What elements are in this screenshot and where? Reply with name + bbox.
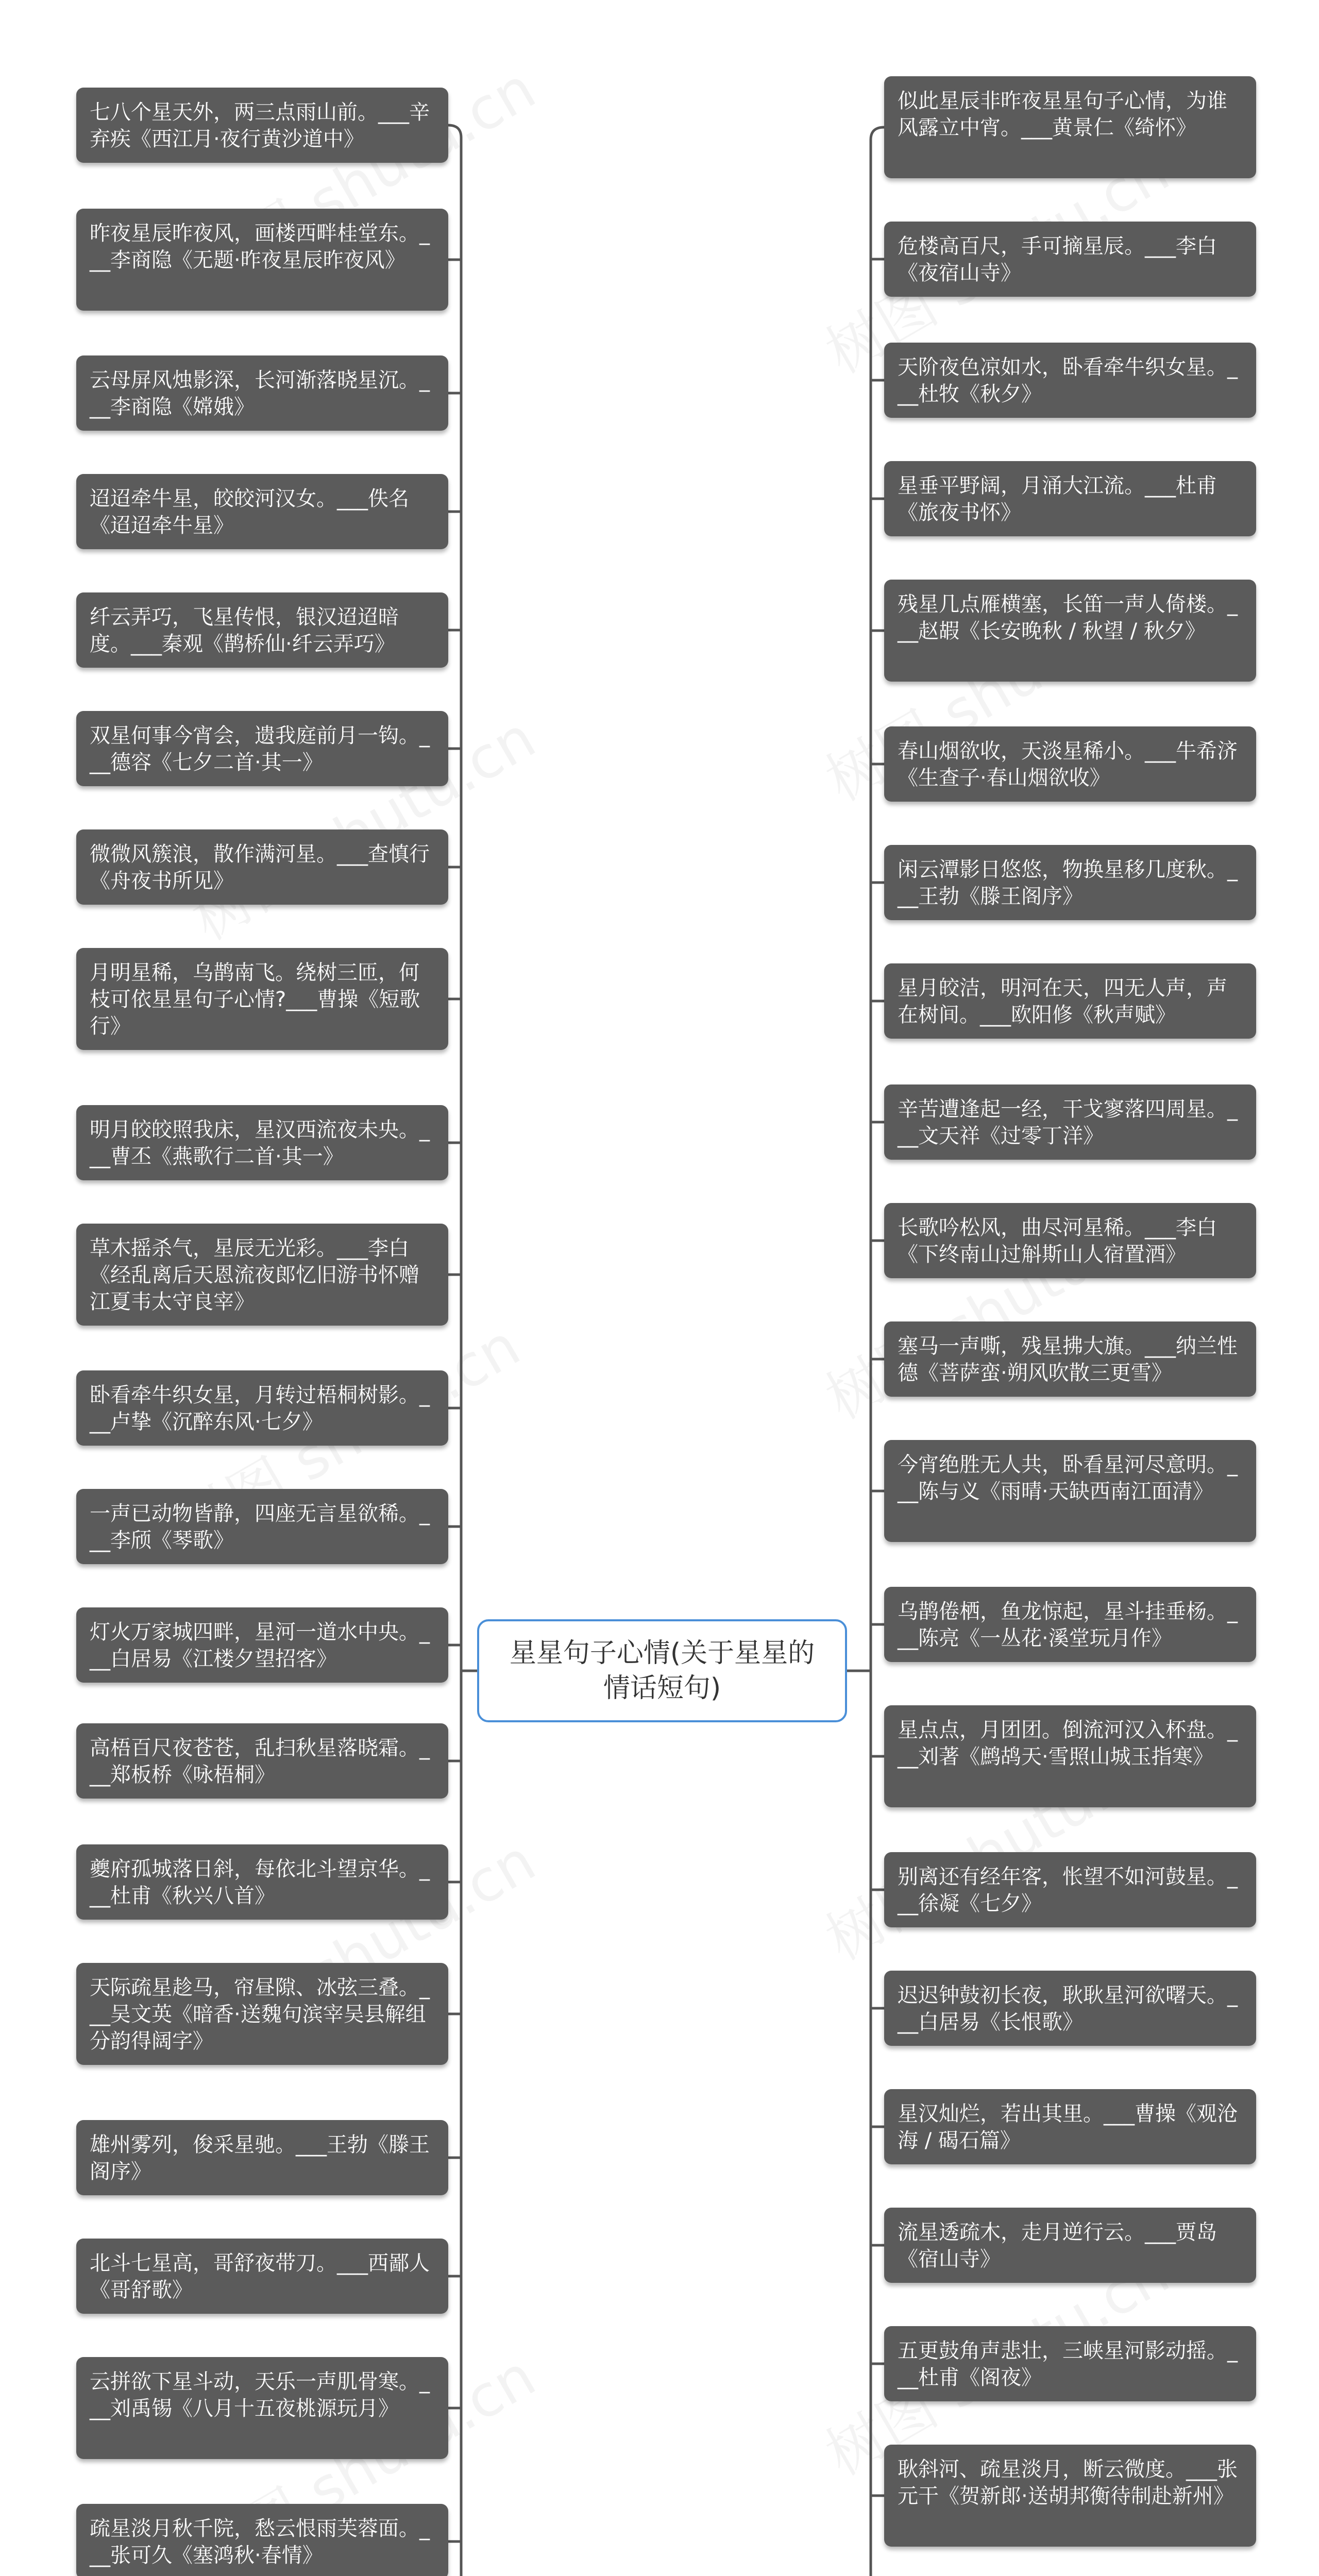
right-branch-item[interactable]: 星点点，月团团。倒流河汉入杯盘。___刘著《鹧鸪天·雪照山城玉指寒》	[884, 1705, 1256, 1807]
right-branch-item[interactable]: 星垂平野阔，月涌大江流。___杜甫《旅夜书怀》	[884, 461, 1256, 536]
left-branch-item[interactable]: 七八个星天外，两三点雨山前。___辛弃疾《西江月·夜行黄沙道中》	[76, 88, 448, 163]
left-branch-item[interactable]: 卧看牵牛织女星，月转过梧桐树影。___卢挚《沉醉东风·七夕》	[76, 1370, 448, 1446]
left-branch-item[interactable]: 月明星稀，乌鹊南飞。绕树三匝，何枝可依星星句子心情?___曹操《短歌行》	[76, 948, 448, 1050]
left-branch-item[interactable]: 双星何事今宵会，遗我庭前月一钩。___德容《七夕二首·其一》	[76, 711, 448, 786]
left-branch-item[interactable]: 夔府孤城落日斜，每依北斗望京华。___杜甫《秋兴八首》	[76, 1844, 448, 1920]
left-branch-item[interactable]: 疏星淡月秋千院，愁云恨雨芙蓉面。___张可久《塞鸿秋·春情》	[76, 2504, 448, 2576]
right-branch-item[interactable]: 似此星辰非昨夜星星句子心情，为谁风露立中宵。___黄景仁《绮怀》	[884, 76, 1256, 178]
left-branch-item[interactable]: 云母屏风烛影深，长河渐落晓星沉。___李商隐《嫦娥》	[76, 355, 448, 431]
left-branch-item[interactable]: 灯火万家城四畔，星河一道水中央。___白居易《江楼夕望招客》	[76, 1607, 448, 1683]
right-branch-item[interactable]: 流星透疏木，走月逆行云。___贾岛《宿山寺》	[884, 2208, 1256, 2283]
right-branch-item[interactable]: 天阶夜色凉如水，卧看牵牛织女星。___杜牧《秋夕》	[884, 343, 1256, 418]
right-branch-item[interactable]: 残星几点雁横塞，长笛一声人倚楼。___赵嘏《长安晚秋 / 秋望 / 秋夕》	[884, 580, 1256, 682]
left-branch-item[interactable]: 草木摇杀气，星辰无光彩。___李白《经乱离后天恩流夜郎忆旧游书怀赠江夏韦太守良宰》	[76, 1224, 448, 1326]
left-branch-item[interactable]: 一声已动物皆静，四座无言星欲稀。___李颀《琴歌》	[76, 1489, 448, 1564]
right-branch-item[interactable]: 五更鼓角声悲壮，三峡星河影动摇。___杜甫《阁夜》	[884, 2326, 1256, 2401]
center-topic[interactable]	[477, 1619, 847, 1722]
right-branch-item[interactable]: 乌鹊倦栖，鱼龙惊起，星斗挂垂杨。___陈亮《一丛花·溪堂玩月作》	[884, 1587, 1256, 1662]
left-branch-item[interactable]: 微微风簇浪，散作满河星。___查慎行《舟夜书所见》	[76, 829, 448, 905]
right-branch-item[interactable]: 星月皎洁，明河在天，四无人声，声在树间。___欧阳修《秋声赋》	[884, 963, 1256, 1039]
right-branch-item[interactable]: 闲云潭影日悠悠，物换星移几度秋。___王勃《滕王阁序》	[884, 845, 1256, 920]
right-branch-item[interactable]: 辛苦遭逢起一经，干戈寥落四周星。___文天祥《过零丁洋》	[884, 1084, 1256, 1160]
left-branch-item[interactable]: 纤云弄巧，飞星传恨，银汉迢迢暗度。___秦观《鹊桥仙·纤云弄巧》	[76, 592, 448, 668]
left-branch-item[interactable]: 雄州雾列，俊采星驰。___王勃《滕王阁序》	[76, 2120, 448, 2195]
left-branch-item[interactable]: 高梧百尺夜苍苍，乱扫秋星落晓霜。___郑板桥《咏梧桐》	[76, 1723, 448, 1799]
right-branch-item[interactable]: 耿斜河、疏星淡月，断云微度。___张元干《贺新郎·送胡邦衡待制赴新州》	[884, 2445, 1256, 2547]
right-branch-item[interactable]: 别离还有经年客，怅望不如河鼓星。___徐凝《七夕》	[884, 1852, 1256, 1927]
left-branch-item[interactable]: 云拼欲下星斗动，天乐一声肌骨寒。___刘禹锡《八月十五夜桃源玩月》	[76, 2357, 448, 2459]
right-branch-item[interactable]: 春山烟欲收，天淡星稀小。___牛希济《生查子·春山烟欲收》	[884, 726, 1256, 802]
connector-line	[448, 125, 461, 138]
left-branch-item[interactable]: 明月皎皎照我床，星汉西流夜未央。___曹丕《燕歌行二首·其一》	[76, 1105, 448, 1180]
center-topic-text: 星星句子心情(关于星星的情话短句)	[509, 1638, 815, 1704]
right-branch-item[interactable]: 今宵绝胜无人共，卧看星河尽意明。___陈与义《雨晴·天缺西南江面清》	[884, 1440, 1256, 1542]
right-branch-item[interactable]: 塞马一声嘶，残星拂大旗。___纳兰性德《菩萨蛮·朔风吹散三更雪》	[884, 1321, 1256, 1397]
right-branch-item[interactable]: 迟迟钟鼓初长夜，耿耿星河欲曙天。___白居易《长恨歌》	[884, 1971, 1256, 2046]
connector-line	[871, 127, 884, 140]
left-branch-item[interactable]: 昨夜星辰昨夜风，画楼西畔桂堂东。___李商隐《无题·昨夜星辰昨夜风》	[76, 209, 448, 311]
left-branch-item[interactable]: 北斗七星高，哥舒夜带刀。___西鄙人《哥舒歌》	[76, 2239, 448, 2314]
right-branch-item[interactable]: 危楼高百尺，手可摘星辰。___李白《夜宿山寺》	[884, 222, 1256, 297]
left-branch-item[interactable]: 迢迢牵牛星，皎皎河汉女。___佚名《迢迢牵牛星》	[76, 474, 448, 549]
right-branch-item[interactable]: 星汉灿烂，若出其里。___曹操《观沧海 / 碣石篇》	[884, 2089, 1256, 2164]
right-branch-item[interactable]: 长歌吟松风，曲尽河星稀。___李白《下终南山过斛斯山人宿置酒》	[884, 1203, 1256, 1278]
left-branch-item[interactable]: 天际疏星趁马，帘昼隙、冰弦三叠。___吴文英《暗香·送魏句滨宰吴县解组分韵得阔字》	[76, 1963, 448, 2065]
